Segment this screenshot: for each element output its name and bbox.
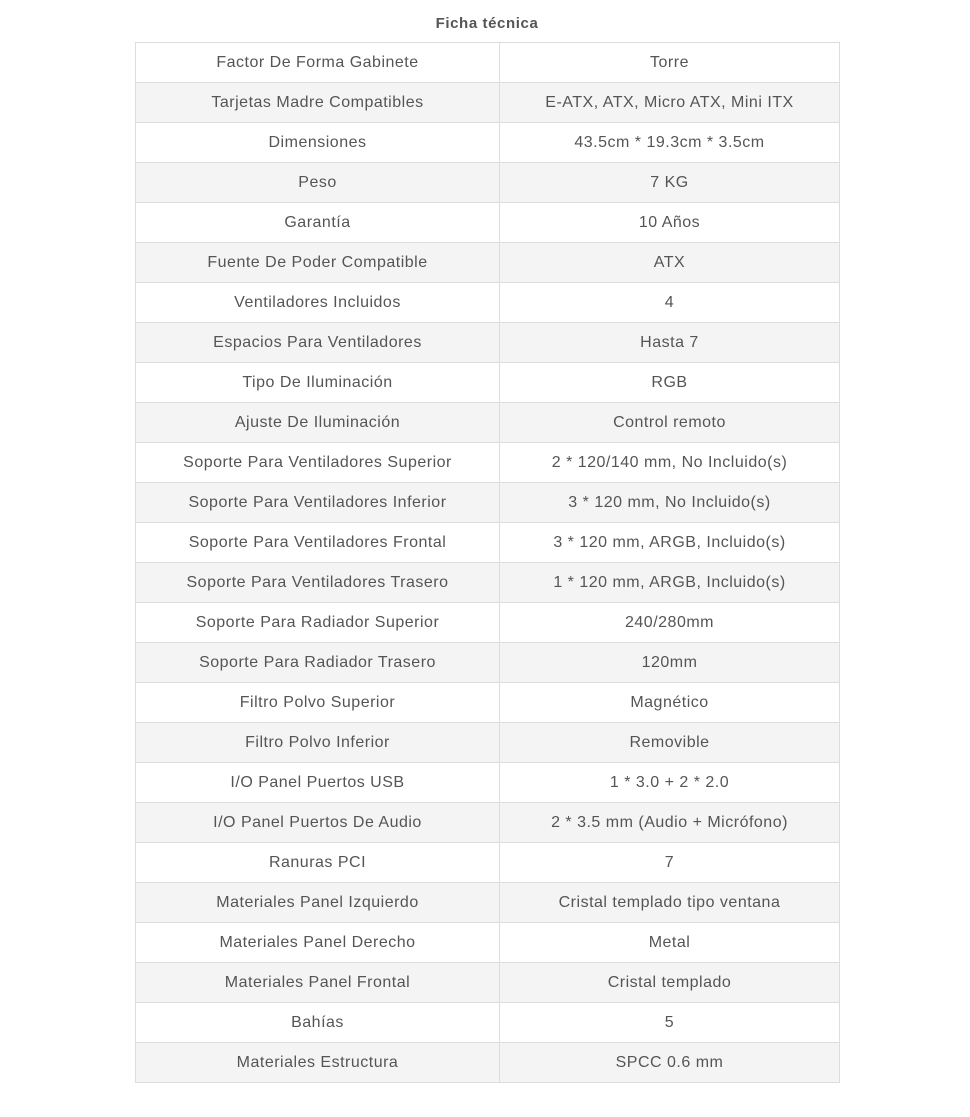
spec-label-cell: Materiales Panel Frontal — [136, 963, 500, 1003]
spec-label-cell: Peso — [136, 163, 500, 203]
spec-label-cell: Soporte Para Ventiladores Frontal — [136, 523, 500, 563]
spec-value-cell: 120mm — [500, 643, 840, 683]
spec-label-cell: Soporte Para Radiador Superior — [136, 603, 500, 643]
spec-value-cell: Metal — [500, 923, 840, 963]
spec-value-cell: 7 — [500, 843, 840, 883]
spec-value-cell: Cristal templado — [500, 963, 840, 1003]
spec-label-cell: I/O Panel Puertos USB — [136, 763, 500, 803]
table-row — [136, 1043, 840, 1083]
spec-label-cell: Filtro Polvo Inferior — [136, 723, 500, 763]
spec-value-cell: Torre — [500, 43, 840, 83]
spec-value-cell: 4 — [500, 283, 840, 323]
table-row — [136, 563, 840, 603]
table-row — [136, 243, 840, 283]
table-row — [136, 963, 840, 1003]
spec-label-cell: Ranuras PCI — [136, 843, 500, 883]
table-row — [136, 203, 840, 243]
spec-label-cell: Materiales Panel Izquierdo — [136, 883, 500, 923]
spec-label-cell: Soporte Para Radiador Trasero — [136, 643, 500, 683]
spec-label-cell: Ventiladores Incluidos — [136, 283, 500, 323]
table-row — [136, 603, 840, 643]
spec-label-cell: Ajuste De Iluminación — [136, 403, 500, 443]
spec-value-cell: Cristal templado tipo ventana — [500, 883, 840, 923]
spec-label-cell: Soporte Para Ventiladores Superior — [136, 443, 500, 483]
spec-label-cell: Bahías — [136, 1003, 500, 1043]
spec-value-cell: 43.5cm * 19.3cm * 3.5cm — [500, 123, 840, 163]
spec-value-cell: 7 KG — [500, 163, 840, 203]
spec-label-cell: Garantía — [136, 203, 500, 243]
spec-label-cell: Tipo De Iluminación — [136, 363, 500, 403]
page-title: Ficha técnica — [435, 15, 539, 32]
table-row — [136, 643, 840, 683]
spec-label-cell: Tarjetas Madre Compatibles — [136, 83, 500, 123]
table-row — [136, 923, 840, 963]
table-row — [136, 803, 840, 843]
spec-table — [135, 42, 840, 1083]
spec-value-cell: Control remoto — [500, 403, 840, 443]
spec-value-cell: 5 — [500, 1003, 840, 1043]
table-row — [136, 443, 840, 483]
table-row — [136, 43, 840, 83]
table-row — [136, 163, 840, 203]
spec-value-cell: 3 * 120 mm, ARGB, Incluido(s) — [500, 523, 840, 563]
spec-value-cell: Magnético — [500, 683, 840, 723]
spec-value-cell: 10 Años — [500, 203, 840, 243]
table-row — [136, 483, 840, 523]
spec-value-cell: Removible — [500, 723, 840, 763]
table-row — [136, 683, 840, 723]
spec-label-cell: Fuente De Poder Compatible — [136, 243, 500, 283]
spec-table-body — [136, 43, 840, 1083]
table-row — [136, 403, 840, 443]
spec-label-cell: Soporte Para Ventiladores Inferior — [136, 483, 500, 523]
spec-label-cell: Dimensiones — [136, 123, 500, 163]
table-row — [136, 1003, 840, 1043]
table-row — [136, 323, 840, 363]
spec-label-cell: Espacios Para Ventiladores — [136, 323, 500, 363]
spec-value-cell: 240/280mm — [500, 603, 840, 643]
table-row — [136, 883, 840, 923]
table-row — [136, 763, 840, 803]
spec-value-cell: ATX — [500, 243, 840, 283]
spec-label-cell: Materiales Panel Derecho — [136, 923, 500, 963]
spec-label-cell: Factor De Forma Gabinete — [136, 43, 500, 83]
spec-value-cell: 2 * 120/140 mm, No Incluido(s) — [500, 443, 840, 483]
spec-value-cell: 2 * 3.5 mm (Audio + Micrófono) — [500, 803, 840, 843]
spec-value-cell: 1 * 3.0 + 2 * 2.0 — [500, 763, 840, 803]
spec-value-cell: E-ATX, ATX, Micro ATX, Mini ITX — [500, 83, 840, 123]
spec-label-cell: Filtro Polvo Superior — [136, 683, 500, 723]
table-row — [136, 363, 840, 403]
spec-label-cell: Soporte Para Ventiladores Trasero — [136, 563, 500, 603]
spec-label-cell: Materiales Estructura — [136, 1043, 500, 1083]
spec-value-cell: SPCC 0.6 mm — [500, 1043, 840, 1083]
table-row — [136, 523, 840, 563]
table-row — [136, 123, 840, 163]
table-row — [136, 843, 840, 883]
spec-label-cell: I/O Panel Puertos De Audio — [136, 803, 500, 843]
table-row — [136, 283, 840, 323]
table-row — [136, 723, 840, 763]
spec-value-cell: 1 * 120 mm, ARGB, Incluido(s) — [500, 563, 840, 603]
spec-value-cell: 3 * 120 mm, No Incluido(s) — [500, 483, 840, 523]
spec-value-cell: Hasta 7 — [500, 323, 840, 363]
spec-value-cell: RGB — [500, 363, 840, 403]
table-row — [136, 83, 840, 123]
